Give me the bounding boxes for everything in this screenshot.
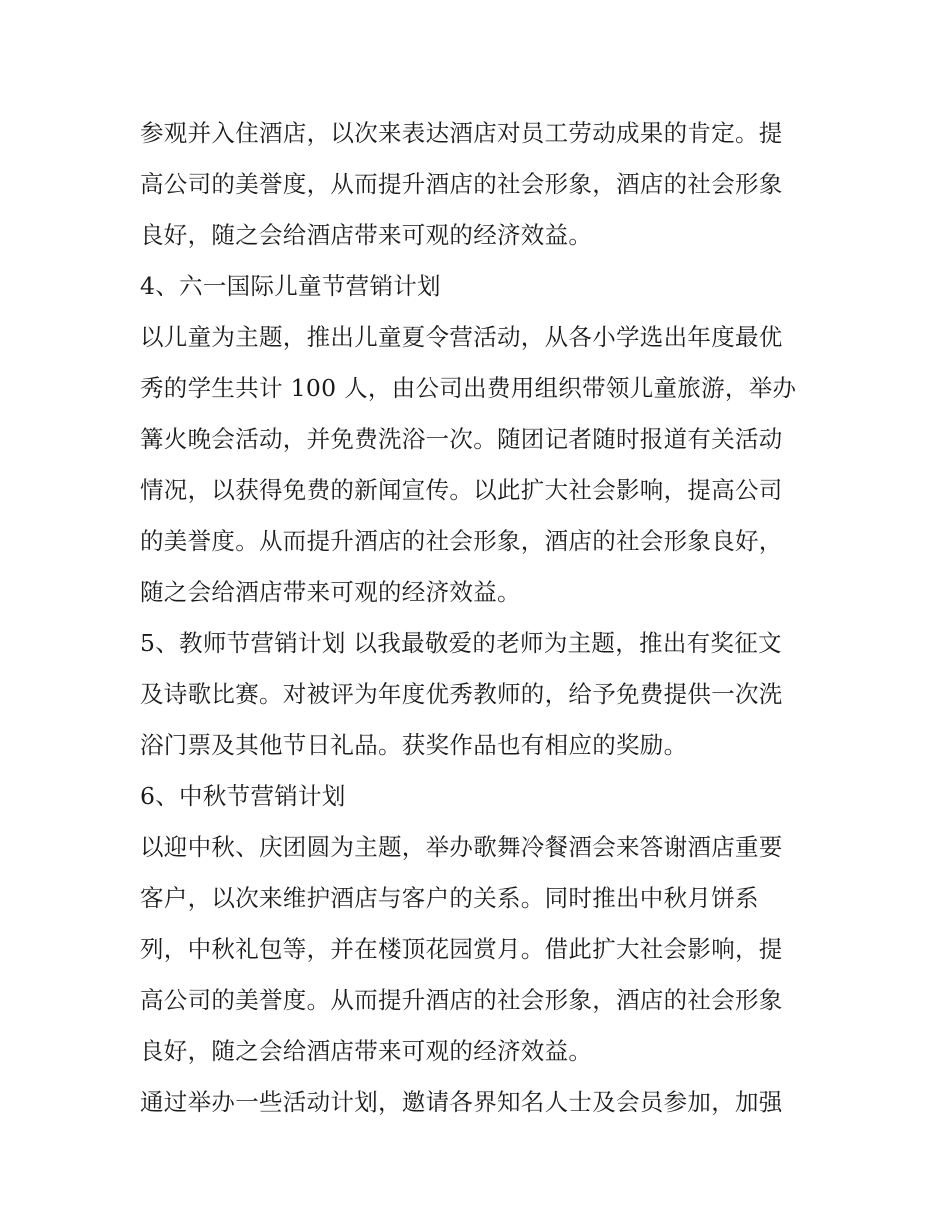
text-line: 以儿童为主题，推出儿童夏令营活动，从各小学选出年度最优 — [140, 323, 783, 351]
section-heading: 4、六一国际儿童节营销计划 — [140, 272, 441, 300]
text-line: 参观并入住酒店，以次来表达酒店对员工劳动成果的肯定。提 — [140, 119, 783, 147]
text-line: 高公司的美誉度。从而提升酒店的社会形象，酒店的社会形象 — [140, 986, 783, 1014]
text-line: 高公司的美誉度，从而提升酒店的社会形象，酒店的社会形象 — [140, 170, 783, 198]
text-line: 浴门票及其他节日礼品。获奖作品也有相应的奖励。 — [140, 731, 688, 759]
text-line: 及诗歌比赛。对被评为年度优秀教师的，给予免费提供一次洗 — [140, 680, 783, 708]
text-line: 篝火晚会活动，并免费洗浴一次。随团记者随时报道有关活动 — [140, 425, 783, 453]
text-line: 通过举办一些活动计划，邀请各界知名人士及会员参加，加强 — [140, 1088, 783, 1116]
text-line: 列，中秋礼包等，并在楼顶花园赏月。借此扩大社会影响，提 — [140, 935, 783, 963]
text-line: 秀的学生共计 100 人，由公司出费用组织带领儿童旅游，举办 — [140, 374, 797, 402]
text-line: 的美誉度。从而提升酒店的社会形象，酒店的社会形象良好， — [140, 527, 783, 555]
text-line: 良好，随之会给酒店带来可观的经济效益。 — [140, 1037, 593, 1065]
text-line: 情况，以获得免费的新闻宣传。以此扩大社会影响，提高公司 — [140, 476, 783, 504]
text-line: 良好，随之会给酒店带来可观的经济效益。 — [140, 221, 593, 249]
section-heading: 6、中秋节营销计划 — [140, 782, 346, 810]
text-line: 客户，以次来维护酒店与客户的关系。同时推出中秋月饼系 — [140, 884, 759, 912]
text-line: 随之会给酒店带来可观的经济效益。 — [140, 578, 521, 606]
document-body — [140, 108, 815, 1128]
text-line: 以迎中秋、庆团圆为主题，举办歌舞冷餐酒会来答谢酒店重要 — [140, 833, 783, 861]
section-heading: 5、教师节营销计划 以我最敬爱的老师为主题，推出有奖征文 — [140, 629, 782, 657]
